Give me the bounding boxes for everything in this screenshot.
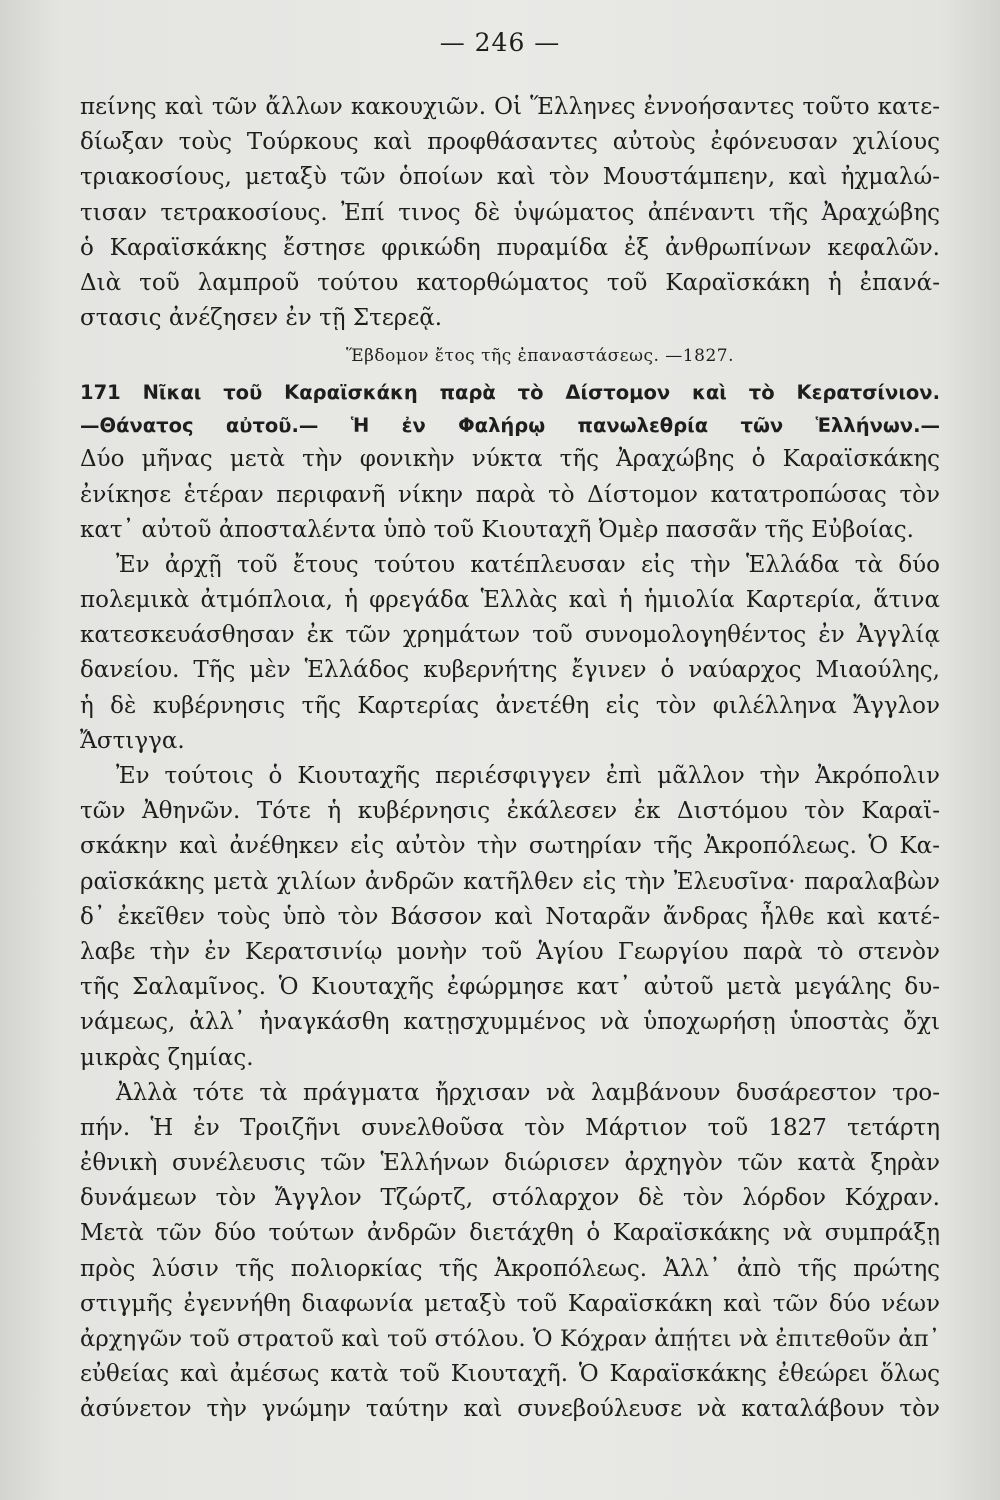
text-line: στασις ἀνέζησεν ἐν τῇ Στερεᾷ. (80, 305, 443, 332)
page-number: — 246 — (439, 28, 561, 57)
text-line: πρὸς λύσιν τῆς πολιορκίας τῆς Ἀκροπόλεως. Ἀλλ᾽ ἀπὸ τῆς πρώτης (80, 1255, 940, 1282)
text-line: στιγμῆς ἐγεννήθη διαφωνία μεταξὺ τοῦ Καραϊσκάκη καὶ τῶν δύο νέων (80, 1290, 940, 1317)
paragraph-5 (80, 1076, 940, 1428)
body-text (80, 90, 940, 1428)
text-line: κατεσκευάσθησαν ἐκ τῶν χρημάτων τοῦ συνομολογηθέντος ἐν Ἀγγλίᾳ (80, 622, 940, 649)
text-line: ἡ δὲ κυβέρνησις τῆς Καρτερίας ἀνετέθη εἰς τὸν φιλέλληνα Ἄγγλον (80, 692, 940, 719)
paragraph-4 (80, 759, 940, 1076)
text-line: σκάκην καὶ ἀνέθηκεν εἰς αὐτὸν τὴν σωτηρίαν τῆς Ἀκροπόλεως. Ὁ Κα- (80, 833, 940, 860)
text-line: νάμεως, ἀλλ᾽ ἠναγκάσθη κατῃσχυμμένος νὰ ὑποχωρήσῃ ὑποστὰς ὄχι (80, 1009, 940, 1036)
paragraph-2 (80, 442, 940, 548)
text-line: δυνάμεων τὸν Ἄγγλον Τζώρτζ, στόλαρχον δὲ τὸν λόρδον Κόχραν. (80, 1185, 940, 1212)
text-line: Ἄστιγγα. (80, 727, 185, 754)
text-line: πήν. Ἡ ἐν Τροιζῆνι συνελθοῦσα τὸν Μάρτιον τοῦ 1827 τετάρτη (80, 1114, 940, 1141)
text-line: πείνης καὶ τῶν ἄλλων κακουχιῶν. Οἱ Ἕλληνες ἐννοήσαντες τοῦτο κατε- (80, 94, 940, 120)
text-line: Ἐν ἀρχῇ τοῦ ἔτους τούτου κατέπλευσαν εἰς τὴν Ἑλλάδα τὰ δύο (116, 551, 940, 578)
text-line: Μετὰ τῶν δύο τούτων ἀνδρῶν διετάχθη ὁ Καραϊσκάκης νὰ συμπράξῃ (80, 1220, 940, 1247)
text-line: τῶν Ἀθηνῶν. Τότε ἡ κυβέρνησις ἐκάλεσεν ἐκ Διστόμου τὸν Καραϊ- (80, 798, 940, 825)
paragraph-3 (80, 548, 940, 759)
text-line: κατ᾽ αὐτοῦ ἀποσταλέντα ὑπὸ τοῦ Κιουταχῆ Ὀμὲρ πασσᾶν τῆς Εὐβοίας. (80, 516, 914, 543)
text-line: ἀρχηγῶν τοῦ στρατοῦ καὶ τοῦ στόλου. Ὁ Κόχραν ἀπῄτει νὰ ἐπιτεθοῦν ἀπ᾽ (80, 1326, 940, 1352)
text-line: τισαν τετρακοσίους. Ἐπί τινος δὲ ὑψώματος ἀπέναντι τῆς Ἀραχώβης (80, 199, 940, 226)
text-line: Ἀλλὰ τότε τὰ πράγματα ἤρχισαν νὰ λαμβάνουν δυσάρεστον τρο- (116, 1079, 940, 1106)
text-line: εὐθείας καὶ ἀμέσως κατὰ τοῦ Κιουταχῆ. Ὁ Καραϊσκάκης ἐθεώρει ὅλως (80, 1361, 940, 1388)
text-line: ἐθνικὴ συνέλευσις τῶν Ἑλλήνων διώρισεν ἀρχηγὸν τῶν κατὰ ξηρὰν (80, 1150, 940, 1177)
text-line: δ᾽ ἐκεῖθεν τοὺς ὑπὸ τὸν Βάσσον καὶ Νοταρᾶν ἄνδρας ἦλθε καὶ κατέ- (80, 903, 940, 930)
text-line: τῆς Σαλαμῖνος. Ὁ Κιουταχῆς ἐφώρμησε κατ᾽ αὐτοῦ μετὰ μεγάλης δυ- (80, 974, 940, 1001)
text-line: πολεμικὰ ἀτμόπλοια, ἡ φρεγάδα Ἑλλὰς καὶ ἡ ἡμιολία Καρτερία, ἅτινα (80, 587, 940, 614)
section-heading (80, 376, 940, 442)
text-line: ραϊσκάκης μετὰ χιλίων ἀνδρῶν κατῆλθεν εἰς τὴν Ἐλευσῖνα· παραλαβὼν (80, 868, 940, 895)
text-line: ἀσύνετον τὴν γνώμην ταύτην καὶ συνεβούλευσε νὰ καταλάβουν τὸν (80, 1396, 940, 1423)
text-line: ἐνίκησε ἑτέραν περιφανῆ νίκην παρὰ τὸ Δίστομον κατατροπώσας τὸν (80, 481, 940, 508)
text-line: Διὰ τοῦ λαμπροῦ τούτου κατορθώματος τοῦ Καραϊσκάκη ἡ ἐπανά- (80, 269, 940, 296)
text-line: Ἐν τούτοις ὁ Κιουταχῆς περιέσφιγγεν ἐπὶ μᾶλλον τὴν Ἀκρόπολιν (116, 763, 940, 789)
section-heading-line: 171 Νῖκαι τοῦ Καραϊσκάκη παρὰ τὸ Δίστομον καὶ τὸ Κερατσίνιον. (80, 381, 940, 405)
text-line: μικρὰς ζημίας. (80, 1044, 254, 1071)
text-line: τριακοσίους, μεταξὺ τῶν ὁποίων καὶ τὸν Μουστάμπεην, καὶ ἠχμαλώ- (80, 164, 940, 191)
text-line: Δύο μῆνας μετὰ τὴν φονικὴν νύκτα τῆς Ἀραχώβης ὁ Καραϊσκάκης (80, 446, 940, 473)
year-heading: Ἕβδομον ἔτος τῆς ἐπαναστάσεως. —1827. (346, 346, 734, 367)
text-line: λαβε τὴν ἐν Κερατσινίῳ μονὴν τοῦ Ἁγίου Γεωργίου παρὰ τὸ στενὸν (80, 938, 940, 965)
paragraph-1 (80, 90, 940, 336)
text-line: ὁ Καραϊσκάκης ἔστησε φρικώδη πυραμίδα ἐξ ἀνθρωπίνων κεφαλῶν. (80, 234, 940, 261)
text-line: δίωξαν τοὺς Τούρκους καὶ προφθάσαντες αὐτοὺς ἐφόνευσαν χιλίους (80, 129, 940, 156)
text-line: δανείου. Τῆς μὲν Ἑλλάδος κυβερνήτης ἔγινεν ὁ ναύαρχος Μιαούλης, (80, 657, 940, 684)
section-heading-line: —Θάνατος αὐτοῦ.— Ἡ ἐν Φαλήρῳ πανωλεθρία τῶν Ἑλλήνων.— (80, 414, 940, 438)
